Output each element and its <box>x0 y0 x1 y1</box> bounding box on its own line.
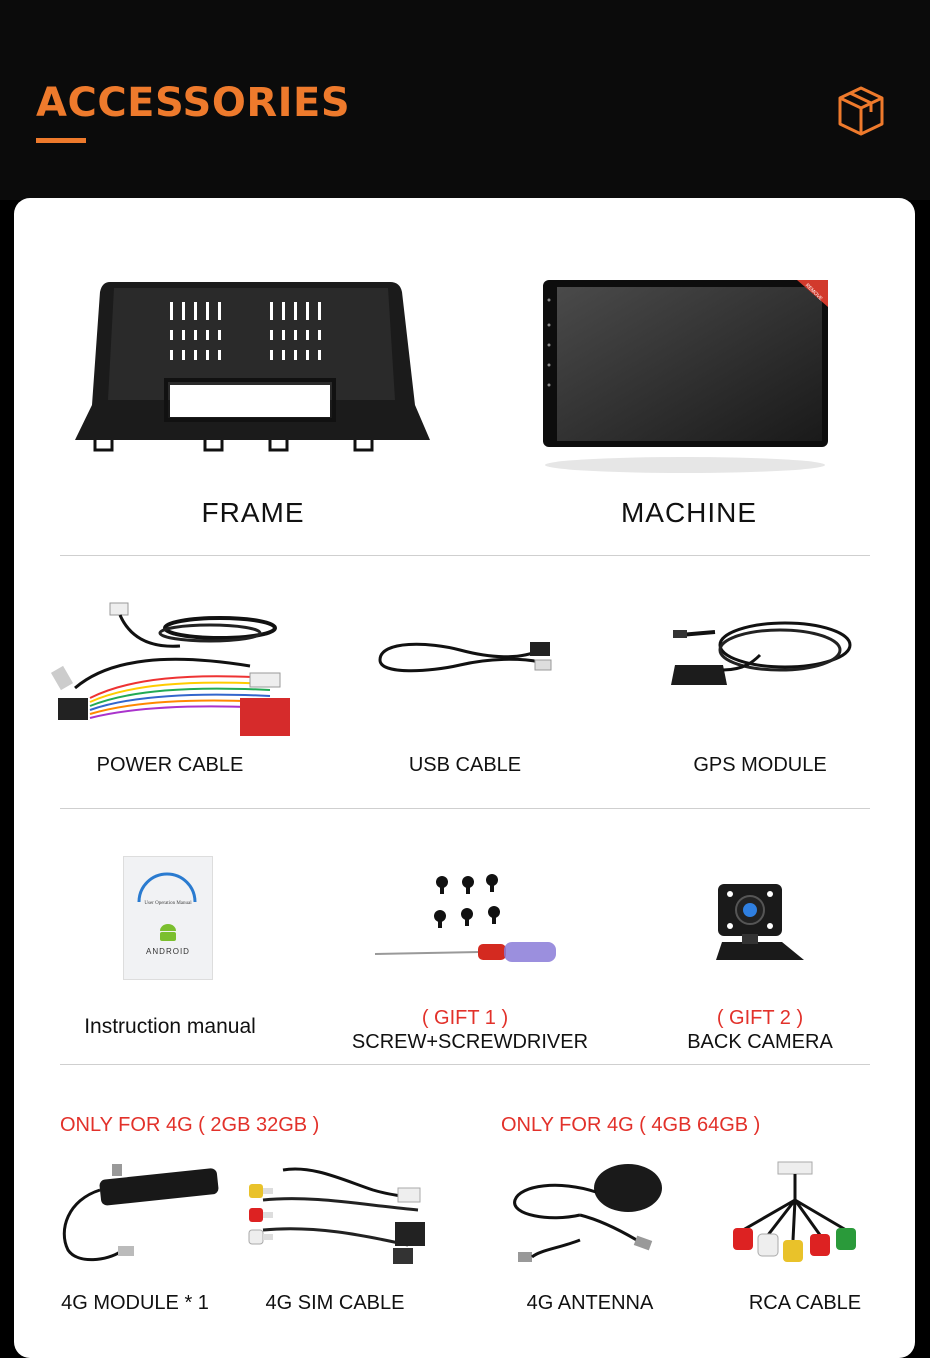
divider-row2 <box>60 808 870 809</box>
gift1-label: SCREW+SCREWDRIVER <box>351 1031 589 1053</box>
4g-module-image <box>58 1160 228 1270</box>
group1-heading: ONLY FOR 4G ( 2GB 32GB ) <box>60 1114 320 1136</box>
4g-module-label: 4G MODULE * 1 <box>61 1292 209 1314</box>
gift2-tag: ( GIFT 2 ) <box>716 1007 804 1029</box>
page-title: ACCESSORIES <box>36 80 351 126</box>
gift1-tag: ( GIFT 1 ) <box>421 1007 509 1029</box>
back-camera-image <box>712 882 812 964</box>
frame-label: FRAME <box>201 497 305 528</box>
machine-image <box>535 275 835 475</box>
usb-cable-image <box>370 630 560 685</box>
4g-sim-cable-image <box>243 1160 433 1275</box>
divider-row1 <box>60 555 870 556</box>
4g-sim-cable-label: 4G SIM CABLE <box>265 1292 405 1314</box>
group2-heading: ONLY FOR 4G ( 4GB 64GB ) <box>501 1114 761 1136</box>
instruction-manual-image <box>123 856 213 980</box>
machine-remove-badge: REMOVE <box>803 282 824 303</box>
rca-cable-image <box>728 1160 873 1280</box>
power-cable-image <box>50 598 300 748</box>
manual-title: User Operation Manual <box>144 901 192 906</box>
title-underline <box>36 138 86 143</box>
gps-module-label: GPS MODULE <box>693 754 827 776</box>
box-icon <box>834 84 888 138</box>
machine-label: MACHINE <box>620 497 758 528</box>
manual-brand: ANDROID <box>146 947 190 956</box>
android-icon <box>157 921 179 943</box>
screws-screwdriver-image <box>370 870 565 965</box>
instruction-manual-label: Instruction manual <box>84 1015 256 1038</box>
divider-row3 <box>60 1064 870 1065</box>
rca-cable-label: RCA CABLE <box>748 1292 862 1314</box>
4g-antenna-label: 4G ANTENNA <box>526 1292 654 1314</box>
gps-module-image <box>665 610 855 695</box>
power-cable-label: POWER CABLE <box>96 754 244 776</box>
usb-cable-label: USB CABLE <box>408 754 522 776</box>
gift2-label: BACK CAMERA <box>687 1031 833 1053</box>
4g-antenna-image <box>510 1160 670 1270</box>
frame-image <box>70 280 435 455</box>
